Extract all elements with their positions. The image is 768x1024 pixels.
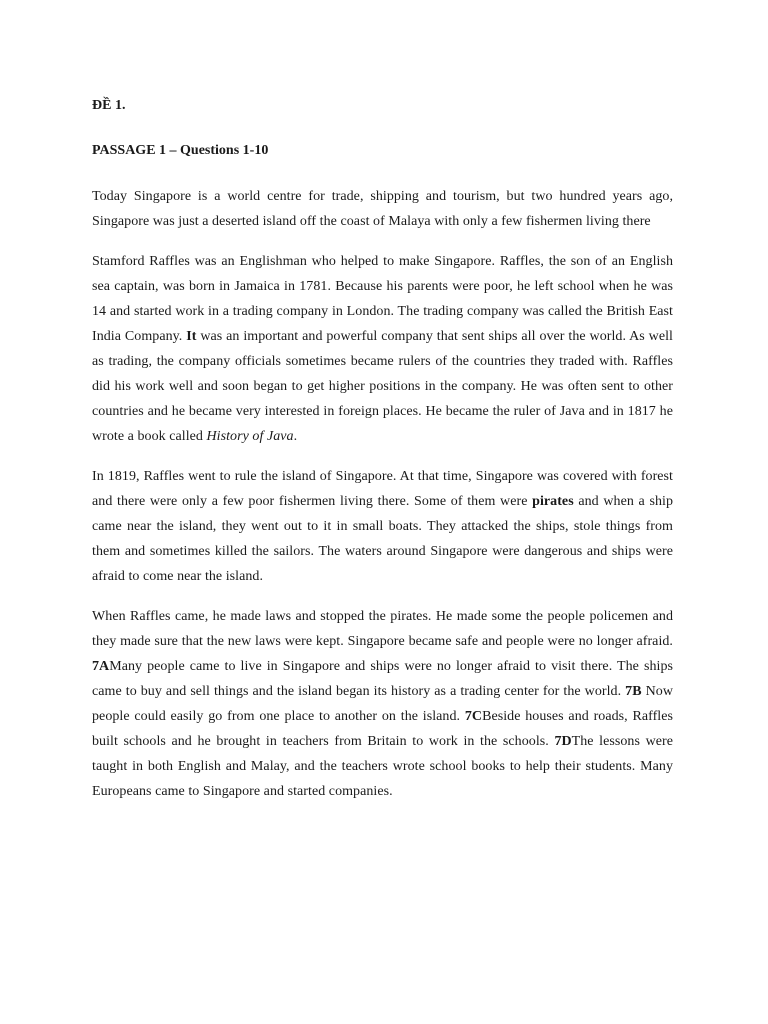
paragraph-4-text-c: Now people could easily go from one place to another on the island. — [92, 684, 673, 724]
paragraph-1 — [92, 184, 673, 234]
book-title-history-of-java: History of Java — [206, 429, 294, 444]
marker-7b: 7B — [625, 684, 642, 699]
paragraph-2-text-b: was an important and powerful company that sent ships all over the world. As well as trading, the company officials sometimes became rulers of the countries they traded with. Raffles did his work well and soon began to get higher positions in the company. He was often sent to other countries and he became very interested in foreign places. He became the ruler of Java and in 1817 he wrote a book called — [92, 329, 673, 444]
paragraph-2-text-a: Stamford Raffles was an Englishman who helped to make Singapore. Raffles, the son of an English sea captain, was born in Jamaica in 1781. Because his parents were poor, he left school when he was 14 and started work in a trading company in London. The trading company was called the British East India Company. — [92, 254, 673, 344]
bold-word-it: It — [186, 329, 197, 344]
document-page — [92, 96, 673, 819]
paragraph-3-text-b: and when a ship came near the island, they went out to it in small boats. They attacked the ships, stole things from them and sometimes killed the sailors. The waters around Singapore were dangerous and ships were afraid to come near the island. — [92, 494, 674, 584]
paragraph-3-text-a: In 1819, Raffles went to rule the island of Singapore. At that time, Singapore was covered with forest and there were only a few poor fishermen living there. Some of them were — [92, 469, 673, 509]
bold-word-pirates: pirates — [532, 494, 574, 509]
passage-heading: PASSAGE 1 – Questions 1-10 — [92, 143, 269, 158]
paragraph-2 — [92, 249, 673, 449]
marker-7c: 7C — [464, 709, 483, 724]
paragraph-4-text-b: Many people came to live in Singapore and ships were no longer afraid to visit there. The ships came to buy and sell things and the island began its history as a trading center for the world. — [92, 659, 673, 699]
marker-7d: 7D — [554, 734, 572, 749]
paragraph-3 — [92, 464, 673, 589]
paragraph-4 — [92, 604, 673, 804]
marker-7a: 7A — [92, 659, 110, 674]
test-number-heading: ĐỀ 1. — [92, 98, 126, 113]
paragraph-4-text-e: The lessons were taught in both English and Malay, and the teachers wrote school books to help their students. Many Europeans came to Singapore and started companies. — [92, 734, 673, 799]
paragraph-1-text: Today Singapore is a world centre for trade, shipping and tourism, but two hundred years ago, Singapore was just a deserted island off the coast of Malaya with only a few fishermen living there — [92, 189, 673, 229]
paragraph-2-text-c: . — [293, 429, 298, 444]
paragraph-4-text-a: When Raffles came, he made laws and stopped the pirates. He made some the people policemen and they made sure that the new laws were kept. Singapore became safe and people were no longer afraid. — [92, 609, 673, 649]
paragraph-4-text-d: Beside houses and roads, Raffles built schools and he brought in teachers from Britain to work in the schools. — [92, 709, 673, 749]
